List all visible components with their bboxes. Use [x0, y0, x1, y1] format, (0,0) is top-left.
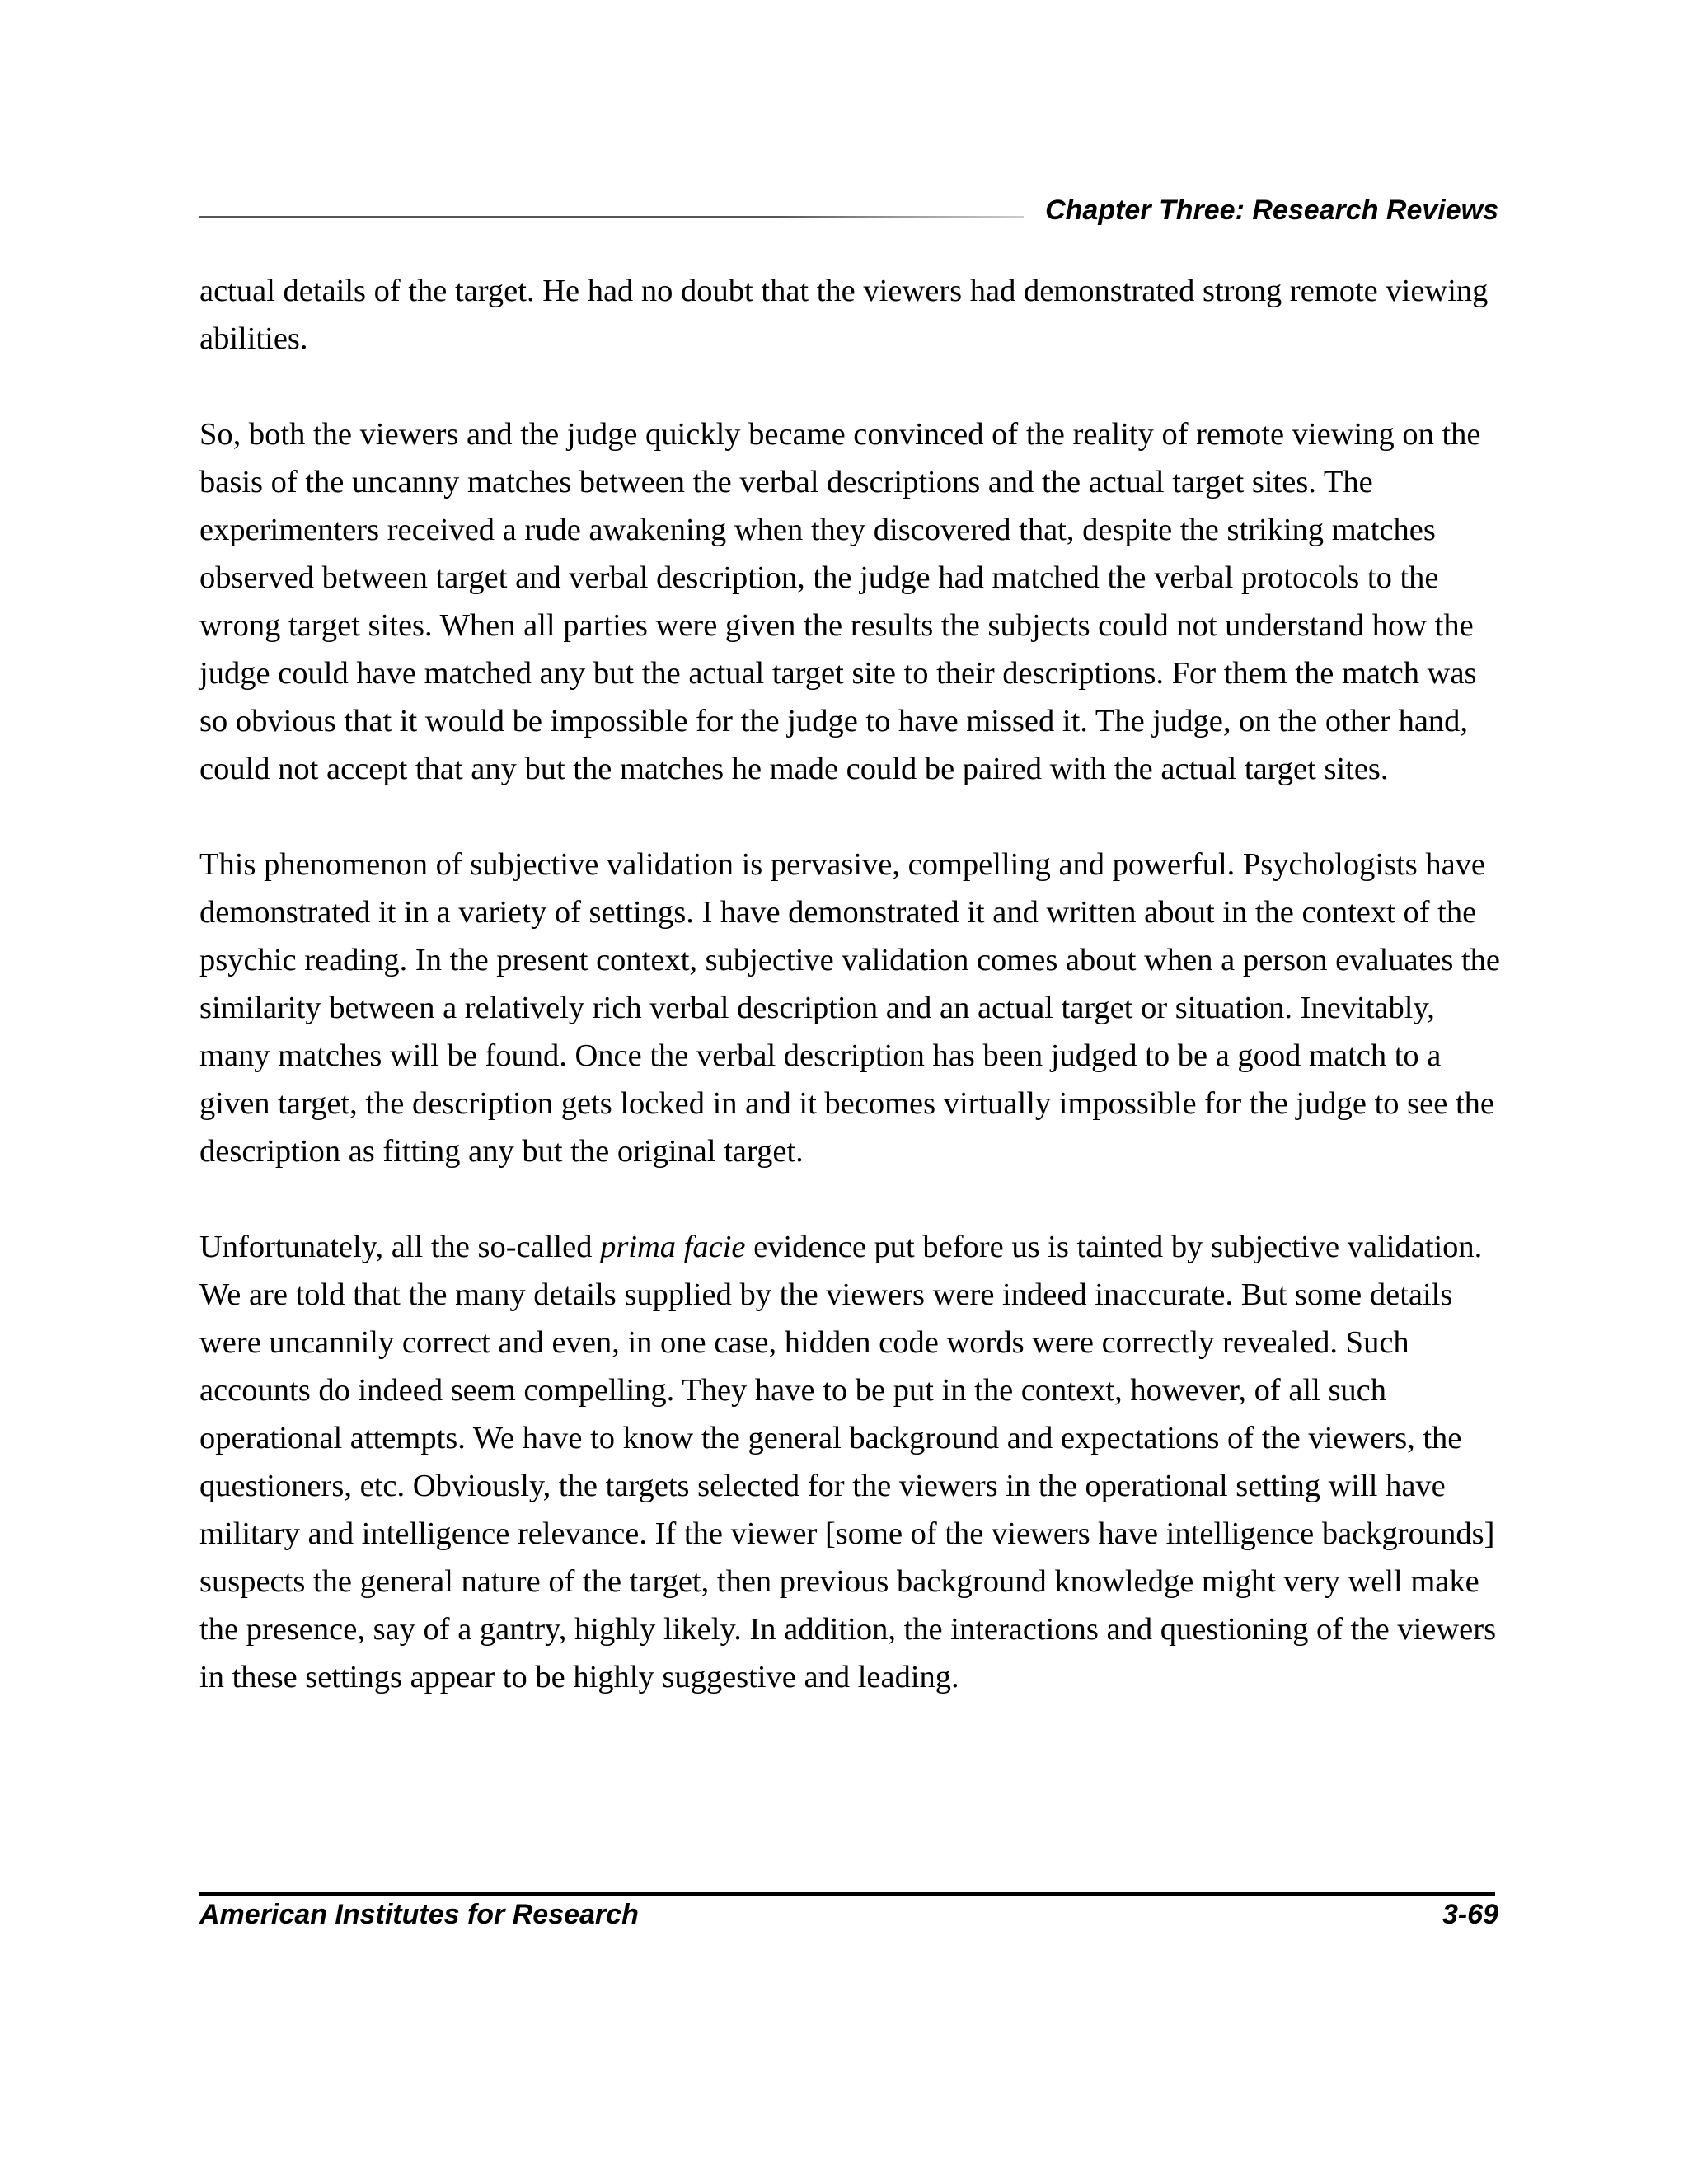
paragraph-4-start: Unfortunately, all the so-called [199, 1230, 601, 1264]
paragraph-2: So, both the viewers and the judge quickly became convinced of the reality of remote viewing on the basis of the uncanny matches between the verbal descriptions and the actual target sites. The experimenters received a rude awakening when they discovered that, despite the striking matches observed between target and verbal description, the judge had matched the verbal protocols to the wrong target sites. When all parties were given the results the subjects could not understand how the judge could have matched any but the actual target site to their descriptions. For them the match was so obvious that it would be impossible for the judge to have missed it. The judge, on the other hand, could not accept that any but the matches he made could be paired with the actual target sites. [199, 417, 1481, 786]
paragraph-3: This phenomenon of subjective validation is pervasive, compelling and powerful. Psychologists have demonstrated it in a variety of settings. I have demonstrated it and written about in the context of the psychic reading. In the present context, subjective validation comes about when a person evaluates the similarity between a relatively rich verbal description and an actual target or situation. Inevitably, many matches will be found. Once the verbal description has been judged to be a good match to a given target, the description gets locked in and it becomes virtually impossible for the judge to see the description as fitting any but the original target. [199, 847, 1500, 1169]
paragraph-1: actual details of the target. He had no doubt that the viewers had demonstrated strong remote viewing abilities. [199, 274, 1489, 356]
footer-rule [199, 1892, 1495, 1896]
page-number: 3-69 [1442, 1899, 1498, 1930]
paragraph-4 [199, 1223, 1500, 1701]
header-rule [199, 216, 1024, 218]
body-text [199, 267, 1500, 1749]
footer-organization: American Institutes for Research [199, 1899, 639, 1930]
prima-facie-italic: prima facie [600, 1230, 746, 1264]
chapter-title: Chapter Three: Research Reviews [1045, 194, 1498, 226]
paragraph-4-end: evidence put before us is tainted by subjective validation. We are told that the many details supplied by the viewers were indeed inaccurate. But some details were uncannily correct and even, in one case, hidden code words were correctly revealed. Such accounts do indeed seem compelling. They have to be put in the context, however, of all such operational attempts. We have to know the general background and expectations of the viewers, the questioners, etc. Obviously, the targets selected for the viewers in the operational setting will have military and intelligence relevance. If the viewer [some of the viewers have intelligence backgrounds] suspects the general nature of the target, then previous background knowledge might very well make the presence, say of a gantry, highly likely. In addition, the interactions and questioning of the viewers in these settings appear to be highly suggestive and leading. [199, 1230, 1497, 1694]
